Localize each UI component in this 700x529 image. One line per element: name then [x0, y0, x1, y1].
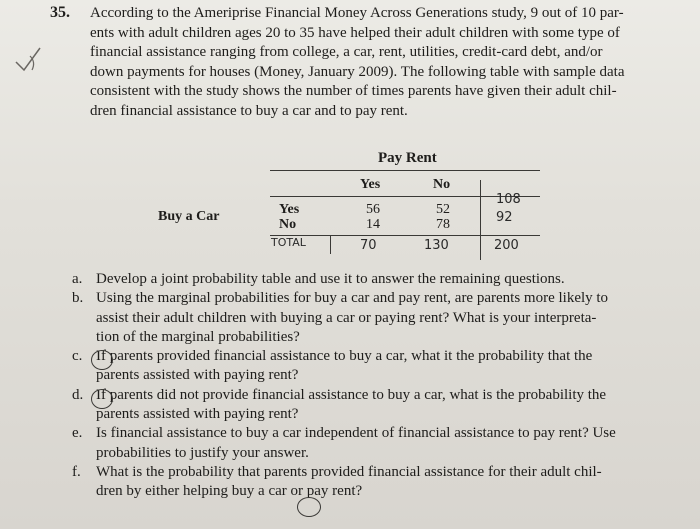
question-line: What is the probability that parents provided financial assistance for their adult chil-	[96, 463, 602, 480]
question-letter: e.	[72, 425, 83, 442]
table-cell: 52	[436, 202, 450, 217]
row-group-label: Buy a Car	[158, 209, 220, 224]
question-f	[72, 463, 672, 502]
table-cell: 78	[436, 217, 450, 232]
question-letter: f.	[72, 463, 81, 480]
question-line: assist their adult children with buying a car or paying rent? What is your interpreta-	[96, 309, 597, 326]
column-group-label: Pay Rent	[378, 150, 437, 166]
intro-line: financial assistance ranging from college, a car, rent, utilities, credit-card debt, and/or	[90, 44, 603, 60]
question-line: Using the marginal probabilities for buy a car and pay rent, are parents more likely to	[96, 290, 609, 307]
question-letter: d.	[72, 386, 84, 403]
question-letter: b.	[72, 290, 84, 307]
question-line: Is financial assistance to buy a car independent of financial assistance to pay rent? Use	[96, 425, 616, 442]
column-header-no: No	[433, 177, 451, 192]
row-label-no: No	[279, 217, 297, 232]
question-line: If parents did not provide financial assistance to buy a car, what is the probability the	[96, 386, 607, 403]
intro-line: consistent with the study shows the number of times parents have given their adult chil-	[90, 83, 617, 99]
question-line: parents assisted with paying rent?	[96, 367, 299, 384]
question-line: tion of the marginal probabilities?	[96, 328, 300, 345]
handwritten-total-label: TOTAL	[271, 236, 306, 249]
table-cell: 56	[366, 202, 380, 217]
question-line: If parents provided financial assistance to buy a car, what it the probability that the	[96, 348, 593, 365]
intro-line: down payments for houses (Money, January 2009). The following table with sample data	[90, 63, 625, 80]
question-a	[72, 270, 672, 289]
question-line: Develop a joint probability table and use it to answer the remaining questions.	[96, 271, 565, 287]
question-line: parents assisted with paying rent?	[96, 406, 299, 423]
question-b	[72, 289, 672, 347]
problem-intro	[90, 4, 660, 121]
handwritten-check-mark	[10, 40, 50, 80]
table-cell: 14	[366, 217, 380, 232]
intro-line: dren financial assistance to buy a car and to pay rent.	[90, 102, 408, 119]
table-rule	[270, 235, 540, 236]
handwritten-circle	[91, 350, 113, 370]
handwritten-row-total: 92	[496, 210, 513, 225]
question-e	[72, 424, 672, 463]
column-header-yes: Yes	[360, 177, 381, 192]
question-list	[72, 270, 672, 502]
row-label-yes: Yes	[279, 202, 300, 217]
handwritten-row-total: 108	[496, 192, 521, 207]
question-line: probabilities to justify your answer.	[96, 444, 309, 461]
question-c	[72, 347, 672, 386]
handwritten-column-total: 70	[360, 238, 377, 253]
question-d	[72, 386, 672, 425]
handwritten-column-total: 130	[424, 238, 449, 253]
problem-number: 35.	[50, 4, 70, 21]
handwritten-grand-total: 200	[494, 238, 519, 253]
handwritten-divider	[480, 180, 481, 260]
handwritten-circle	[297, 497, 321, 517]
contingency-table	[0, 150, 700, 260]
intro-line: ents with adult children ages 20 to 35 have helped their adult children with some type of	[90, 24, 620, 41]
question-letter: a.	[72, 271, 83, 287]
handwritten-divider	[330, 236, 331, 254]
table-rule	[270, 170, 540, 171]
question-line: dren by either helping buy a car or pay rent?	[96, 483, 363, 500]
handwritten-circle	[91, 389, 113, 409]
question-letter: c.	[72, 348, 83, 365]
intro-line: According to the Ameriprise Financial Money Across Generations study, 9 out of 10 par-	[90, 5, 624, 21]
